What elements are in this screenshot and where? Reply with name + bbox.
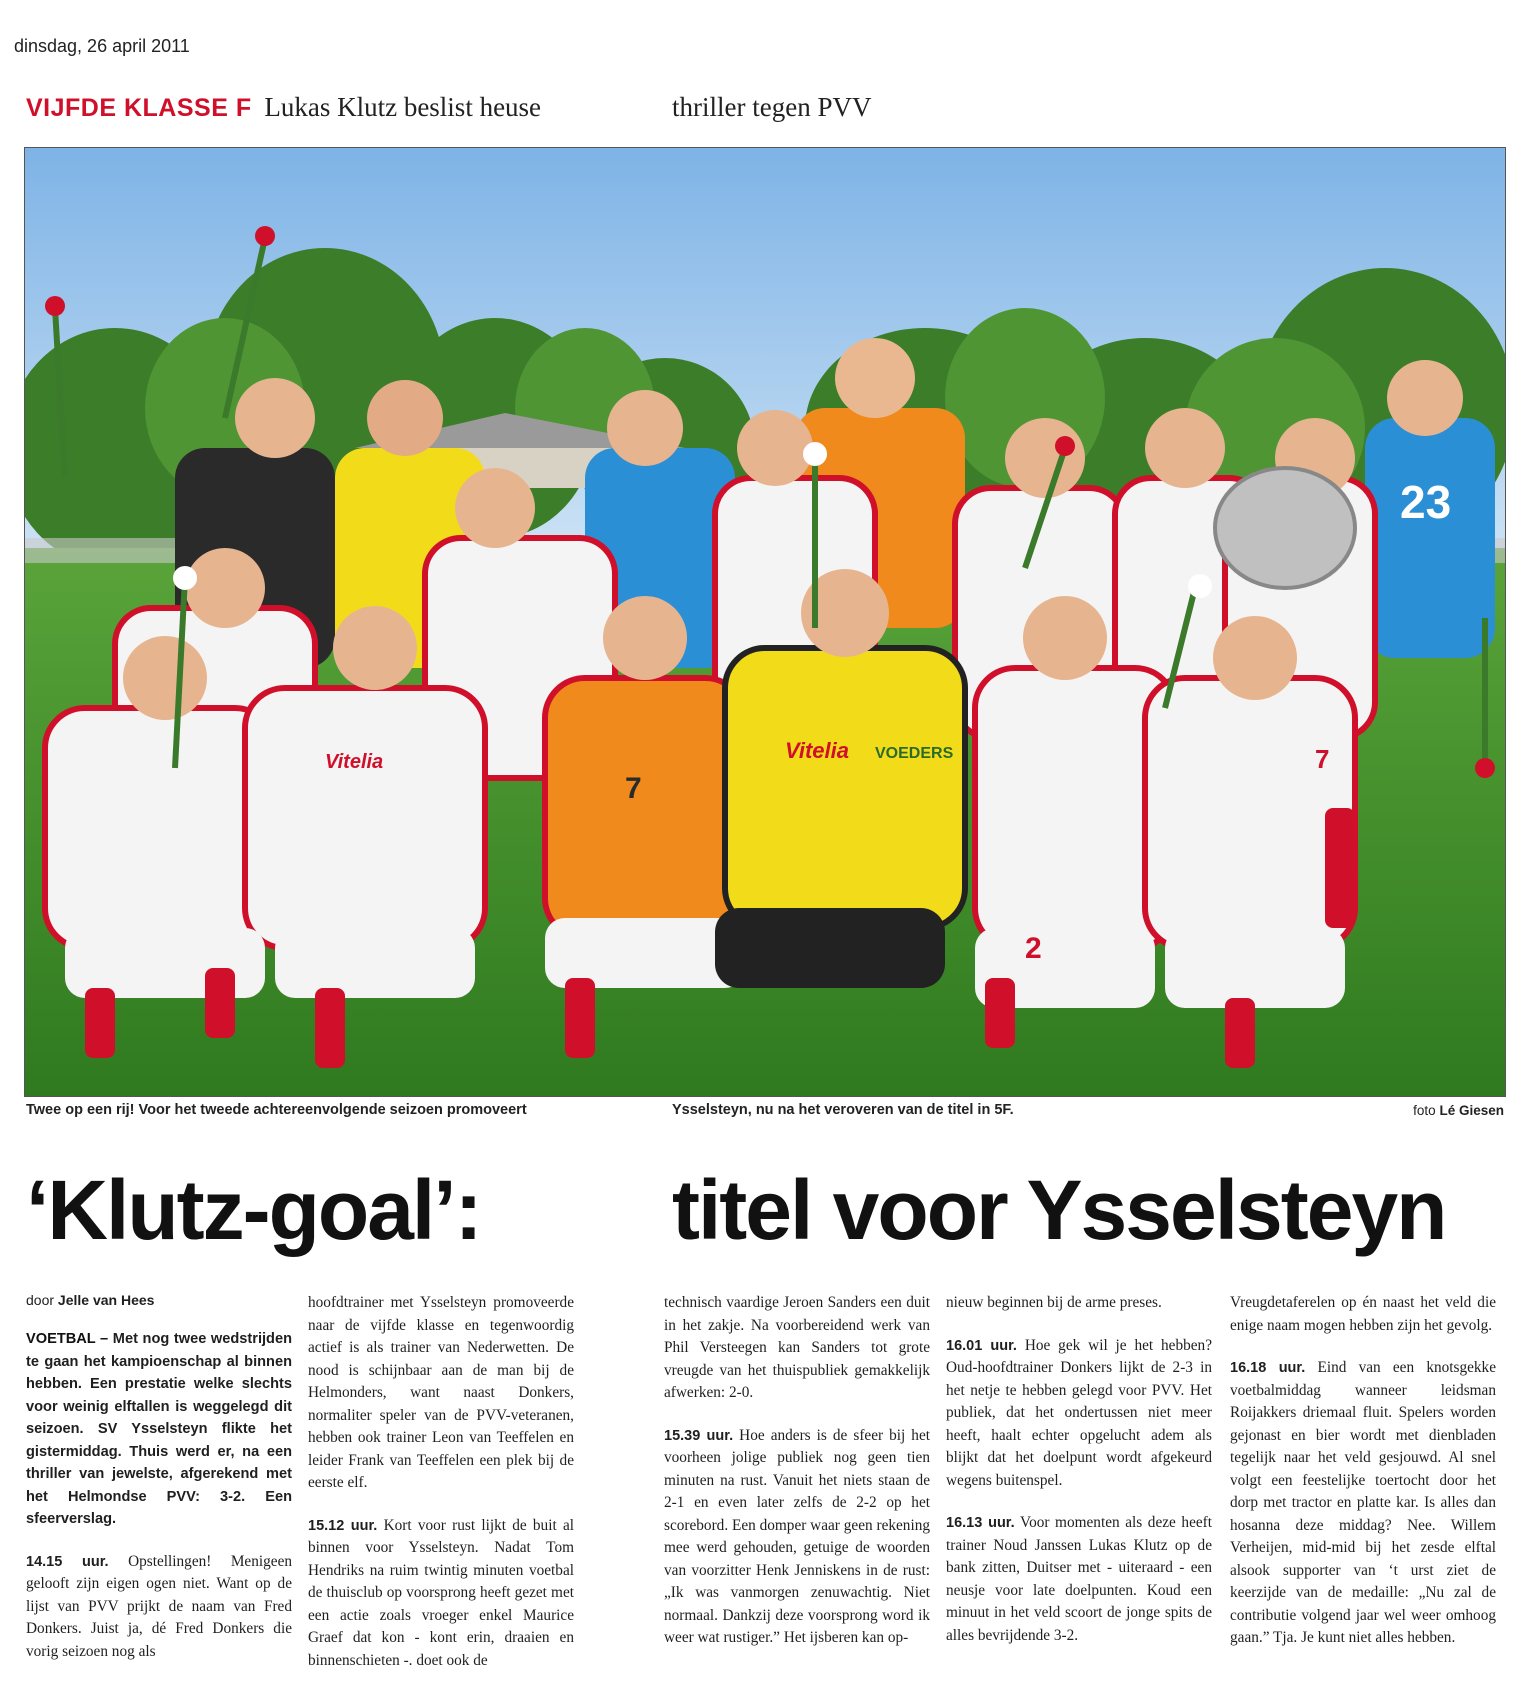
jersey-number-2: 2: [1025, 932, 1042, 965]
paragraph-6: nieuw beginnen bij de arme preses.: [946, 1294, 1162, 1311]
paragraph-1-text: Opstellingen! Menigeen gelooft zijn eigen ogen niet. Want op de lijst van PVV prijkt de naam van Fred Donkers. Juist ja, dé Fred Donkers die vorig seizoen nog als: [26, 1552, 293, 1660]
paragraph-10: [1230, 1357, 1496, 1650]
date-line: dinsdag, 26 april 2011: [14, 36, 190, 56]
kicker-text-1: Lukas Klutz beslist heuse: [264, 92, 542, 122]
article-column-1: [26, 1292, 292, 1683]
jersey-number-7b: 7: [1315, 744, 1330, 774]
byline-author: Jelle van Hees: [57, 1292, 155, 1308]
paragraph-8-text: Voor momenten als deze heeft trainer Noud Janssen Lukas Klutz op de bank zitten, Duitser met - uiteraard - een neusje voor late doelpunten. Koud een minuut in het veld scoort de jonge spits de alles bevrijdende 3-2.: [946, 1514, 1212, 1644]
kicker-label: VIJFDE KLASSE F: [26, 94, 252, 122]
photo-caption-2: Ysselsteyn, nu na het veroveren van de titel in 5F.: [672, 1102, 1014, 1118]
paragraph-5: [664, 1425, 930, 1650]
headline-part-2: titel voor Ysselsteyn: [672, 1163, 1446, 1257]
time-1613: 16.13 uur.: [946, 1515, 1015, 1531]
article-intro: [26, 1328, 292, 1531]
paragraph-9: Vreugdetaferelen op én naast het veld die enige naam mogen hebben zijn het gevolg.: [1230, 1294, 1496, 1334]
article-column-2: [308, 1292, 574, 1692]
intro-text: Met nog twee wedstrijden te gaan het kampioenschap al binnen hebben. Een prestatie welke slechts voor weinig elftallen is weggelegd dit seizoen. SV Ysselsteyn flikte het gistermiddag. Thuis werd er, na een thriller van jewelste, afgerekend met het Helmondse PVV: 3-2. Een sfeerverslag.: [26, 1331, 293, 1527]
photo-credit-name: Lé Giesen: [1439, 1103, 1504, 1118]
time-1618: 16.18 uur.: [1230, 1360, 1306, 1376]
article-column-5: [1230, 1292, 1496, 1670]
photo-credit-prefix: foto: [1413, 1103, 1436, 1118]
intro-label: VOETBAL –: [26, 1331, 109, 1347]
shirt-sponsor: Vitelia: [785, 738, 849, 763]
time-1512: 15.12 uur.: [308, 1517, 378, 1534]
paragraph-2: hoofdtrainer met Ysselsteyn promoveerde naar de vijfde klasse en tegenwoordig actief is als trainer van Nederwetten. De nood is schijnbaar aan de man bij de Helmonders, want naast Donkers, normaliter speler van de PVV-veteranen, hebben ook trainer Leon van Teeffelen en leider Frank van Teeffelen een plek bij de eerste elf.: [308, 1294, 574, 1491]
jersey-number-23: 23: [1400, 476, 1452, 528]
article-column-4: [946, 1292, 1212, 1667]
time-1539: 15.39 uur.: [664, 1427, 734, 1444]
time-1601: 16.01 uur.: [946, 1337, 1017, 1354]
paragraph-7-text: Hoe gek wil je het hebben? Oud-hoofdtrainer Donkers lijkt de 2-3 in het netje te hebben gelegd voor PVV. Het publiek, dat het ondertussen niet meer heeft, haalt echter opgelucht adem als blijkt dat het doelpunt wordt afgekeurd wegens buitenspel.: [946, 1336, 1212, 1489]
kicker-text-2: thriller tegen PVV: [672, 92, 872, 122]
shirt-sponsor-front: Vitelia: [325, 751, 384, 773]
paragraph-5-text: Hoe anders is de sfeer bij het voorheen jolige publiek nog geen tien minuten na rust. Vanuit het niets staan de 2-1 en even later zelfs de 2-2 op het scorebord. Een domper waar geen rekening mee werd gehouden, getuige de woorden van voorzitter Henk Jenniskens in de rust: „Ik was vanmorgen zenuwachtig. Niet normaal. Dankzij deze voorsprong word ik weer wat rustiger.” Het ijsberen kan op-: [664, 1426, 930, 1646]
shirt-sponsor-2: VOEDERS: [875, 745, 954, 762]
article-column-3: [664, 1292, 930, 1670]
paragraph-7: [946, 1335, 1212, 1493]
paragraph-10-text: Eind van een knotsgekke voetbalmiddag wanneer leidsman Roijakkers driemaal fluit. Spelers worden gejonast en bier wordt met dienbladen tegelijk naar het veld gesjouwd. Al snel volgt een feestelijke toertocht door het dorp met tractor en platte kar. Is alles dan hosanna deze middag? Nee. Willem Verheijen, mid-mid bij het zesde elftal alsook supporter van ‘t urst ziet de keerzijde van de medaille: „Nu zal de contributie volgend jaar wel weer omhoog gaan.” Tja. Je kunt niet alles hebben.: [1230, 1359, 1496, 1646]
jersey-number-7: 7: [625, 772, 642, 805]
headline-part-1: ‘Klutz-goal’:: [26, 1163, 481, 1257]
time-1415: 14.15 uur.: [26, 1553, 109, 1570]
byline: [26, 1292, 292, 1308]
paragraph-3-text: Kort voor rust lijkt de buit al binnen voor Ysselsteyn. Nadat Tom Hendriks na ruim twintig minuten voetbal de thuisclub op voorsprong heeft gezet met een actie zoals vroeger enkel Maurice Graef dat kon - kont erin, draaien en binnenschieten -. doet ook de: [308, 1516, 574, 1669]
paragraph-1: [26, 1551, 292, 1664]
paragraph-8: [946, 1512, 1212, 1647]
paragraph-3: [308, 1515, 574, 1673]
paragraph-4: technisch vaardige Jeroen Sanders een duit in het zakje. Na voorbereidend werk van Phil Versteegen kan Sanders tot grote vreugde van het thuispubliek gemakkelijk afwerken: 2-0.: [664, 1294, 930, 1401]
team-celebration-photo: [24, 147, 1506, 1097]
photo-caption-1: Twee op een rij! Voor het tweede achtereenvolgende seizoen promoveert: [26, 1102, 527, 1118]
byline-prefix: door: [26, 1292, 55, 1308]
kicker: [26, 92, 541, 123]
photo-credit: [1413, 1103, 1504, 1118]
